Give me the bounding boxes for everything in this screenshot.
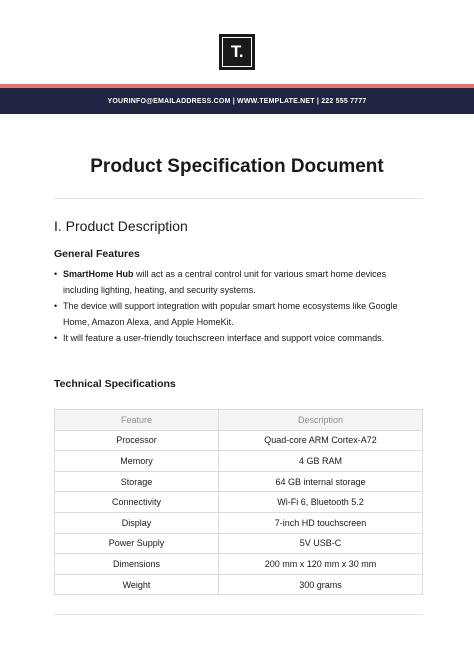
features-heading: General Features	[54, 248, 140, 260]
feature-cell: Connectivity	[55, 492, 219, 513]
feature-text: The device will support integration with popular smart home ecosystems like Google Home, Amazon Alexa, and Apple HomeKit.	[63, 301, 398, 327]
description-cell: 200 mm x 120 mm x 30 mm	[219, 554, 423, 575]
features-list	[54, 266, 414, 346]
contact-info: YOURINFO@EMAILADDRESS.COM | WWW.TEMPLATE.NET | 222 555 7777	[107, 97, 367, 105]
feature-cell: Memory	[55, 451, 219, 472]
table-row	[55, 430, 423, 451]
feature-product-name: SmartHome Hub	[63, 269, 134, 279]
table-row	[55, 554, 423, 575]
description-cell: Quad-core ARM Cortex-A72	[219, 430, 423, 451]
logo-letter: T.	[222, 37, 252, 67]
document-title: Product Specification Document	[90, 156, 384, 177]
divider-bottom	[54, 614, 423, 615]
table-row	[55, 574, 423, 595]
feature-cell: Processor	[55, 430, 219, 451]
feature-cell: Storage	[55, 471, 219, 492]
description-cell: 5V USB-C	[219, 533, 423, 554]
feature-text: will act as a central control unit for various smart home devices including lighting, heating, and security systems.	[63, 269, 387, 295]
list-item	[54, 330, 414, 346]
spec-table	[54, 409, 423, 595]
list-item	[54, 298, 414, 330]
section-title: I. Product Description	[54, 218, 188, 234]
column-header-feature: Feature	[55, 410, 219, 431]
header-contact-bar	[0, 88, 474, 114]
table-row	[55, 471, 423, 492]
table-row	[55, 451, 423, 472]
logo-container	[0, 34, 474, 70]
tech-specs-heading: Technical Specifications	[54, 378, 176, 390]
column-header-description: Description	[219, 410, 423, 431]
feature-cell: Dimensions	[55, 554, 219, 575]
feature-cell: Power Supply	[55, 533, 219, 554]
table-row	[55, 512, 423, 533]
description-cell: 300 grams	[219, 574, 423, 595]
feature-cell: Weight	[55, 574, 219, 595]
divider-top	[54, 198, 423, 199]
table-row	[55, 533, 423, 554]
feature-text: It will feature a user-friendly touchscreen interface and support voice commands.	[63, 333, 385, 343]
feature-cell: Display	[55, 512, 219, 533]
description-cell: Wi-Fi 6, Bluetooth 5.2	[219, 492, 423, 513]
description-cell: 4 GB RAM	[219, 451, 423, 472]
list-item	[54, 266, 414, 298]
logo	[219, 34, 255, 70]
description-cell: 64 GB internal storage	[219, 471, 423, 492]
spec-table-body	[55, 430, 423, 595]
table-row	[55, 492, 423, 513]
table-header-row	[55, 410, 423, 431]
description-cell: 7-inch HD touchscreen	[219, 512, 423, 533]
